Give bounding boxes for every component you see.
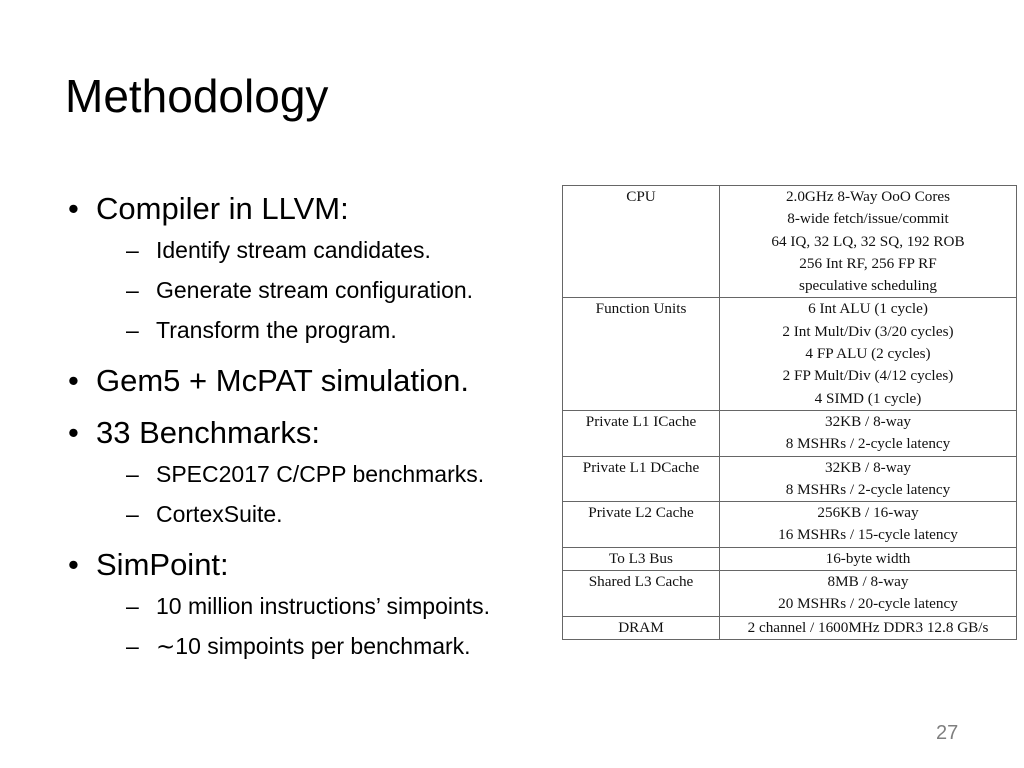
table-value-line: 8MB / 8-way (827, 573, 909, 591)
table-row (563, 186, 1017, 298)
sub-bullet-list (96, 230, 538, 350)
bullet-item (68, 544, 538, 666)
bullet-text: Gem5 + McPAT simulation. (96, 363, 469, 398)
table-row (563, 410, 1017, 456)
table-value-line: 2 FP Mult/Div (4/12 cycles) (782, 367, 954, 385)
table-value-line: 6 Int ALU (1 cycle) (808, 300, 928, 318)
sub-bullet-list (96, 454, 538, 534)
table-value-line: 64 IQ, 32 LQ, 32 SQ, 192 ROB (771, 232, 965, 250)
table-row (563, 456, 1017, 502)
table-value-cell (720, 298, 1017, 410)
table-value-line: 32KB / 8-way (824, 458, 912, 476)
table-value-line: 256 Int RF, 256 FP RF (799, 254, 937, 272)
page-number: 27 (936, 722, 959, 744)
dash-marker: – (126, 317, 139, 343)
sub-bullet-text: Identify stream candidates. (156, 237, 431, 263)
dash-marker: – (126, 593, 139, 619)
table-row (563, 616, 1017, 639)
table-value-line: 16-byte width (825, 549, 911, 567)
table-value-line: 32KB / 8-way (824, 412, 912, 430)
bullet-text: 33 Benchmarks: (96, 415, 320, 450)
table-key-cell: Function Units (563, 298, 720, 410)
table-value-line: 4 FP ALU (2 cycles) (805, 345, 931, 363)
sub-bullet-text: CortexSuite. (156, 501, 283, 527)
sub-bullet-text: Generate stream configuration. (156, 277, 474, 303)
dash-marker: – (126, 461, 139, 487)
table-value-line: 2 channel / 1600MHz DDR3 12.8 GB/s (747, 618, 989, 636)
sub-bullet-item (96, 494, 538, 534)
table-key-cell: Private L2 Cache (563, 502, 720, 548)
bullet-item (68, 412, 538, 534)
bullet-list (68, 188, 538, 666)
dash-marker: – (126, 237, 139, 263)
bullet-item (68, 360, 538, 402)
table-row (563, 571, 1017, 617)
bullet-item (68, 188, 538, 350)
bullet-marker: • (68, 363, 79, 398)
table-value-cell (720, 547, 1017, 570)
bullet-marker: • (68, 415, 79, 450)
bullet-marker: • (68, 191, 79, 226)
table-value-cell (720, 410, 1017, 456)
table-value-line: speculative scheduling (799, 277, 937, 295)
bullet-marker: • (68, 547, 79, 582)
table-row (563, 298, 1017, 410)
table-value-cell (720, 571, 1017, 617)
table-value-line: 20 MSHRs / 20-cycle latency (778, 595, 958, 613)
table-value-cell (720, 502, 1017, 548)
table-row (563, 547, 1017, 570)
bullet-text: Compiler in LLVM: (96, 191, 349, 226)
sub-bullet-item (96, 270, 538, 310)
sub-bullet-item (96, 310, 538, 350)
sub-bullet-item (96, 230, 538, 270)
sub-bullet-list (96, 586, 538, 666)
table-value-line: 4 SIMD (1 cycle) (814, 389, 922, 407)
table-value-cell (720, 186, 1017, 298)
table-value-cell (720, 616, 1017, 639)
config-table (562, 185, 1017, 640)
table-key-cell: To L3 Bus (563, 547, 720, 570)
dash-marker: – (126, 633, 139, 659)
dash-marker: – (126, 501, 139, 527)
sub-bullet-text: SPEC2017 C/CPP benchmarks. (156, 461, 485, 487)
table-key-cell: Private L1 DCache (563, 456, 720, 502)
table-key-cell: DRAM (563, 616, 720, 639)
table-row (563, 502, 1017, 548)
table-value-line: 16 MSHRs / 15-cycle latency (778, 526, 958, 544)
table-value-line: 256KB / 16-way (817, 504, 919, 522)
table-key-cell: Shared L3 Cache (563, 571, 720, 617)
table-value-line: 8 MSHRs / 2-cycle latency (785, 435, 951, 453)
sub-bullet-text: 10 million instructions’ simpoints. (156, 593, 491, 619)
sub-bullet-item (96, 454, 538, 494)
table-value-cell (720, 456, 1017, 502)
slide-title: Methodology (65, 70, 329, 122)
table-key-cell: Private L1 ICache (563, 410, 720, 456)
sub-bullet-text: ∼10 simpoints per benchmark. (156, 633, 471, 659)
table-key-cell: CPU (563, 186, 720, 298)
table-value-line: 2 Int Mult/Div (3/20 cycles) (782, 322, 954, 340)
sub-bullet-item (96, 586, 538, 626)
table-value-line: 8-wide fetch/issue/commit (787, 210, 949, 228)
table-value-line: 2.0GHz 8-Way OoO Cores (785, 188, 951, 205)
bullet-text: SimPoint: (96, 547, 229, 582)
sub-bullet-text: Transform the program. (156, 317, 397, 343)
dash-marker: – (126, 277, 139, 303)
sub-bullet-item (96, 626, 538, 666)
table-value-line: 8 MSHRs / 2-cycle latency (785, 480, 951, 498)
